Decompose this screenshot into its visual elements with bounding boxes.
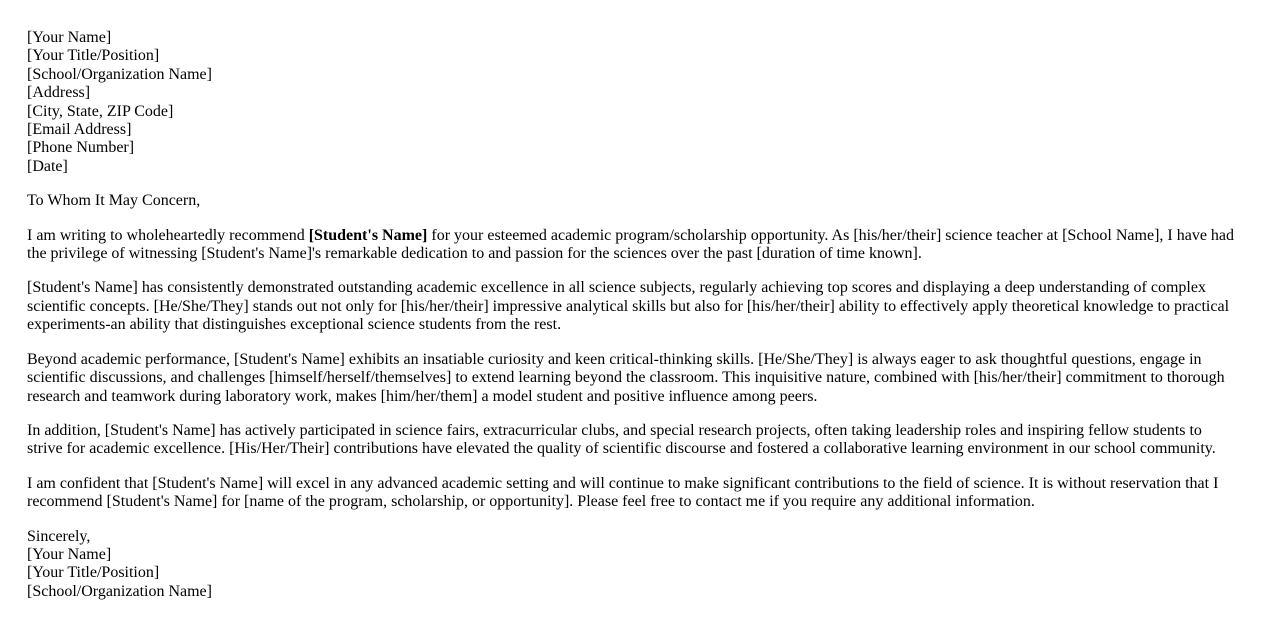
sender-line: [Phone Number] — [27, 139, 135, 157]
closing-line: [School/Organization Name] — [27, 582, 212, 600]
sender-line: [Your Title/Position] — [27, 47, 160, 65]
closing-line: [Your Title/Position] — [27, 564, 160, 582]
sender-line: [City, State, ZIP Code] — [27, 102, 174, 120]
sender-block — [27, 29, 1238, 176]
paragraph-confidence: I am confident that [Student's Name] will excel in any advanced academic setting and will continue to make significant contributions to the field of science. It is without reservation that I recommend [Student's Name] for [name of the program, scholarship, or opportunity]. Please feel free to contact me if you require any additional information. — [27, 474, 1219, 511]
paragraph-curiosity: Beyond academic performance, [Student's Name] exhibits an insatiable curiosity and keen critical-thinking skills. [He/She/They] is always eager to ask thoughtful questions, engage in scientific discussions, and challenges [himself/herself/themselves] to extend learning beyond the classroom. This inquisitive nature, combined with [his/her/their] commitment to thorough research and teamwork during laboratory work, makes [him/her/them] a model student and positive influence among peers. — [27, 350, 1225, 405]
closing-block — [27, 528, 1238, 602]
student-name-bold: [Student's Name] — [308, 226, 428, 244]
salutation: To Whom It May Concern, — [27, 192, 201, 210]
closing-line: [Your Name] — [27, 545, 112, 563]
paragraph-text: I am writing to wholeheartedly recommend — [27, 226, 309, 244]
sender-line: [Date] — [27, 157, 68, 175]
paragraph-text: for your esteemed academic program/scholarship opportunity. As [his/her/their] science teacher at [School Name], I have had the privilege of witnessing [Student's Name]'s remarkable dedication to and passion for the sciences over the past [duration of time known]. — [27, 226, 1235, 263]
sender-line: [Address] — [27, 84, 91, 102]
paragraph-extracurricular: In addition, [Student's Name] has actively participated in science fairs, extracurricular clubs, and special research projects, often taking leadership roles and inspiring fellow students to strive for academic excellence. [His/Her/Their] contributions have elevated the quality of scientific discourse and fostered a collaborative learning environment in our school community. — [27, 421, 1216, 458]
sender-line: [Email Address] — [27, 121, 132, 139]
paragraph-introduction — [27, 227, 1238, 264]
sender-line: [School/Organization Name] — [27, 65, 212, 83]
paragraph-academic-excellence: [Student's Name] has consistently demonstrated outstanding academic excellence in all science subjects, regularly achieving top scores and displaying a deep understanding of complex scientific concepts. [He/She/They] stands out not only for [his/her/their] impressive analytical skills but also for [his/her/their] ability to effectively apply theoretical knowledge to practical experiments-an ability that distinguishes exceptional science students from the rest. — [27, 279, 1230, 334]
sender-line: [Your Name] — [27, 29, 112, 46]
closing-line: Sincerely, — [27, 527, 91, 545]
